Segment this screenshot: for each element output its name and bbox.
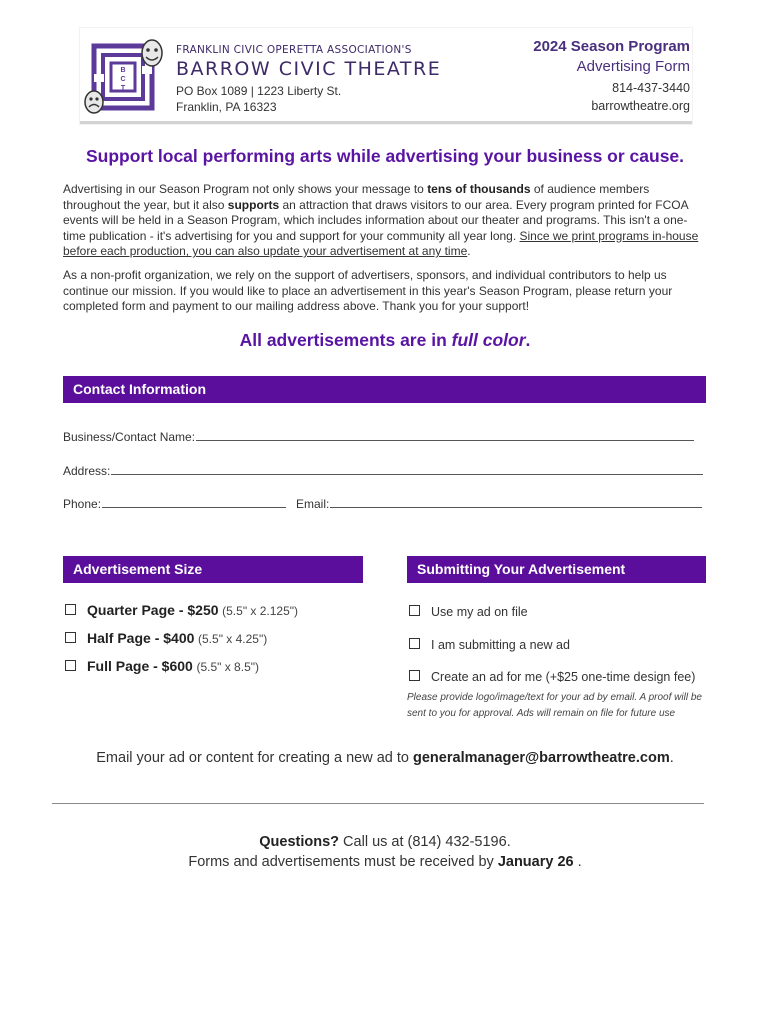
intro-text-3: an attraction that draws visitors to our area. Every program printed for FCOA events will be held in a Season Program, which includes information about our theater and programs. This isn't a one-time publication - it's advertising for you and support for your community all year long.: [63, 197, 688, 243]
use-ad-on-file-option[interactable]: [409, 605, 528, 619]
intro-underline: Since we print programs in-house before each production, you can also update your advertisement at any time: [63, 228, 699, 259]
phone-line[interactable]: [102, 495, 286, 508]
org-name-line2: BARROW CIVIC THEATRE: [176, 58, 442, 80]
address-label: Address:: [63, 464, 111, 478]
email-field[interactable]: [296, 495, 702, 511]
quarter-page-option[interactable]: [65, 602, 298, 618]
mailing-address-line1: PO Box 1089 | 1223 Liberty St.: [176, 84, 342, 98]
contact-section-header: Contact Information: [63, 376, 706, 403]
email-line[interactable]: [330, 495, 702, 508]
submit-new-ad-checkbox[interactable]: [409, 638, 420, 649]
intro-bold-1: tens of thousands: [427, 182, 531, 196]
deadline-date: January 26: [497, 854, 574, 870]
create-ad-checkbox[interactable]: [409, 670, 420, 681]
full-color-suffix: .: [525, 330, 531, 350]
full-page-option[interactable]: [65, 658, 259, 674]
submission-note: Please provide logo/image/text for your ad by email. A proof will be sent to you for approval. Ads will remain on file for future use: [407, 692, 702, 719]
intro-text-1: Advertising in our Season Program not only shows your message to: [63, 182, 428, 196]
ad-size-section-header: Advertisement Size: [63, 556, 363, 583]
address-field[interactable]: [63, 462, 703, 478]
business-name-field[interactable]: [63, 428, 694, 444]
quarter-page-dims: (5.5" x 2.125"): [222, 604, 299, 618]
footer-divider: [52, 803, 704, 804]
full-page-label: Full Page - $600: [87, 658, 193, 674]
half-page-dims: (5.5" x 4.25"): [198, 632, 268, 646]
email-instructions: [0, 750, 770, 766]
create-ad-label: Create an ad for me (+$25 one-time design fee): [431, 670, 696, 684]
theatre-logo-icon: [82, 36, 168, 116]
mailing-address-line2: Franklin, PA 16323: [176, 100, 277, 114]
create-ad-option[interactable]: [409, 670, 695, 684]
submit-new-ad-option[interactable]: [409, 638, 570, 652]
half-page-label: Half Page - $400: [87, 630, 195, 646]
submission-section-header: Submitting Your Advertisement: [407, 556, 706, 583]
letterhead: [80, 28, 692, 124]
use-ad-on-file-checkbox[interactable]: [409, 605, 420, 616]
org-name-line1: FRANKLIN CIVIC OPERETTA ASSOCIATION'S: [176, 44, 412, 56]
questions-block: [0, 832, 770, 872]
deadline-line: [0, 852, 770, 872]
quarter-page-checkbox[interactable]: [65, 604, 76, 615]
full-color-emphasis: full color: [451, 330, 526, 350]
submit-new-ad-label: I am submitting a new ad: [431, 638, 570, 652]
phone-field[interactable]: [63, 495, 286, 511]
email-instructions-prefix: Email your ad or content for creating a new ad to: [96, 750, 414, 766]
half-page-option[interactable]: [65, 630, 267, 646]
intro-text-4: .: [467, 244, 471, 259]
header-divider: [80, 121, 692, 124]
half-page-checkbox[interactable]: [65, 632, 76, 643]
header-website: barrowtheatre.org: [591, 99, 690, 113]
questions-phone: Call us at (814) 432-5196.: [339, 834, 511, 850]
full-page-checkbox[interactable]: [65, 660, 76, 671]
deadline-text: Forms and advertisements must be received by: [188, 854, 498, 870]
full-color-prefix: All advertisements are in: [239, 330, 452, 350]
header-phone: 814-437-3440: [612, 81, 690, 95]
full-page-dims: (5.5" x 8.5"): [196, 660, 259, 674]
email-label: Email:: [296, 497, 330, 511]
intro-bold-2: supports: [227, 197, 280, 212]
intro-paragraph: [63, 182, 705, 260]
form-title: Advertising Form: [576, 58, 690, 75]
full-color-notice: [0, 330, 770, 351]
logo-letter-c: C: [120, 76, 126, 83]
intro-text-2: of audience members throughout the year, but it also: [63, 182, 650, 212]
deadline-end: .: [573, 854, 582, 870]
contact-email-link[interactable]: generalmanager@barrowtheatre.com: [413, 750, 670, 766]
business-name-line[interactable]: [196, 428, 694, 441]
business-name-label: Business/Contact Name:: [63, 430, 196, 444]
questions-line: [0, 832, 770, 852]
page-headline: Support local performing arts while advertising your business or cause.: [85, 146, 685, 166]
quarter-page-label: Quarter Page - $250: [87, 602, 219, 618]
header-contact-block: [533, 38, 690, 113]
season-title: 2024 Season Program: [533, 38, 690, 55]
questions-label: Questions?: [259, 834, 340, 850]
use-ad-on-file-label: Use my ad on file: [431, 605, 528, 619]
address-line[interactable]: [111, 462, 703, 475]
logo-letter-b: B: [120, 67, 126, 74]
email-instructions-suffix: .: [669, 750, 674, 766]
nonprofit-paragraph: As a non-profit organization, we rely on the support of advertisers, sponsors, and individual contributors to help us continue our mission. If you would like to place an advertisement in this year's Season Program, please return your completed form and payment to our mailing address above. Thank you for your support!: [63, 268, 673, 314]
logo-letter-t: T: [120, 85, 126, 92]
phone-label: Phone:: [63, 497, 102, 511]
